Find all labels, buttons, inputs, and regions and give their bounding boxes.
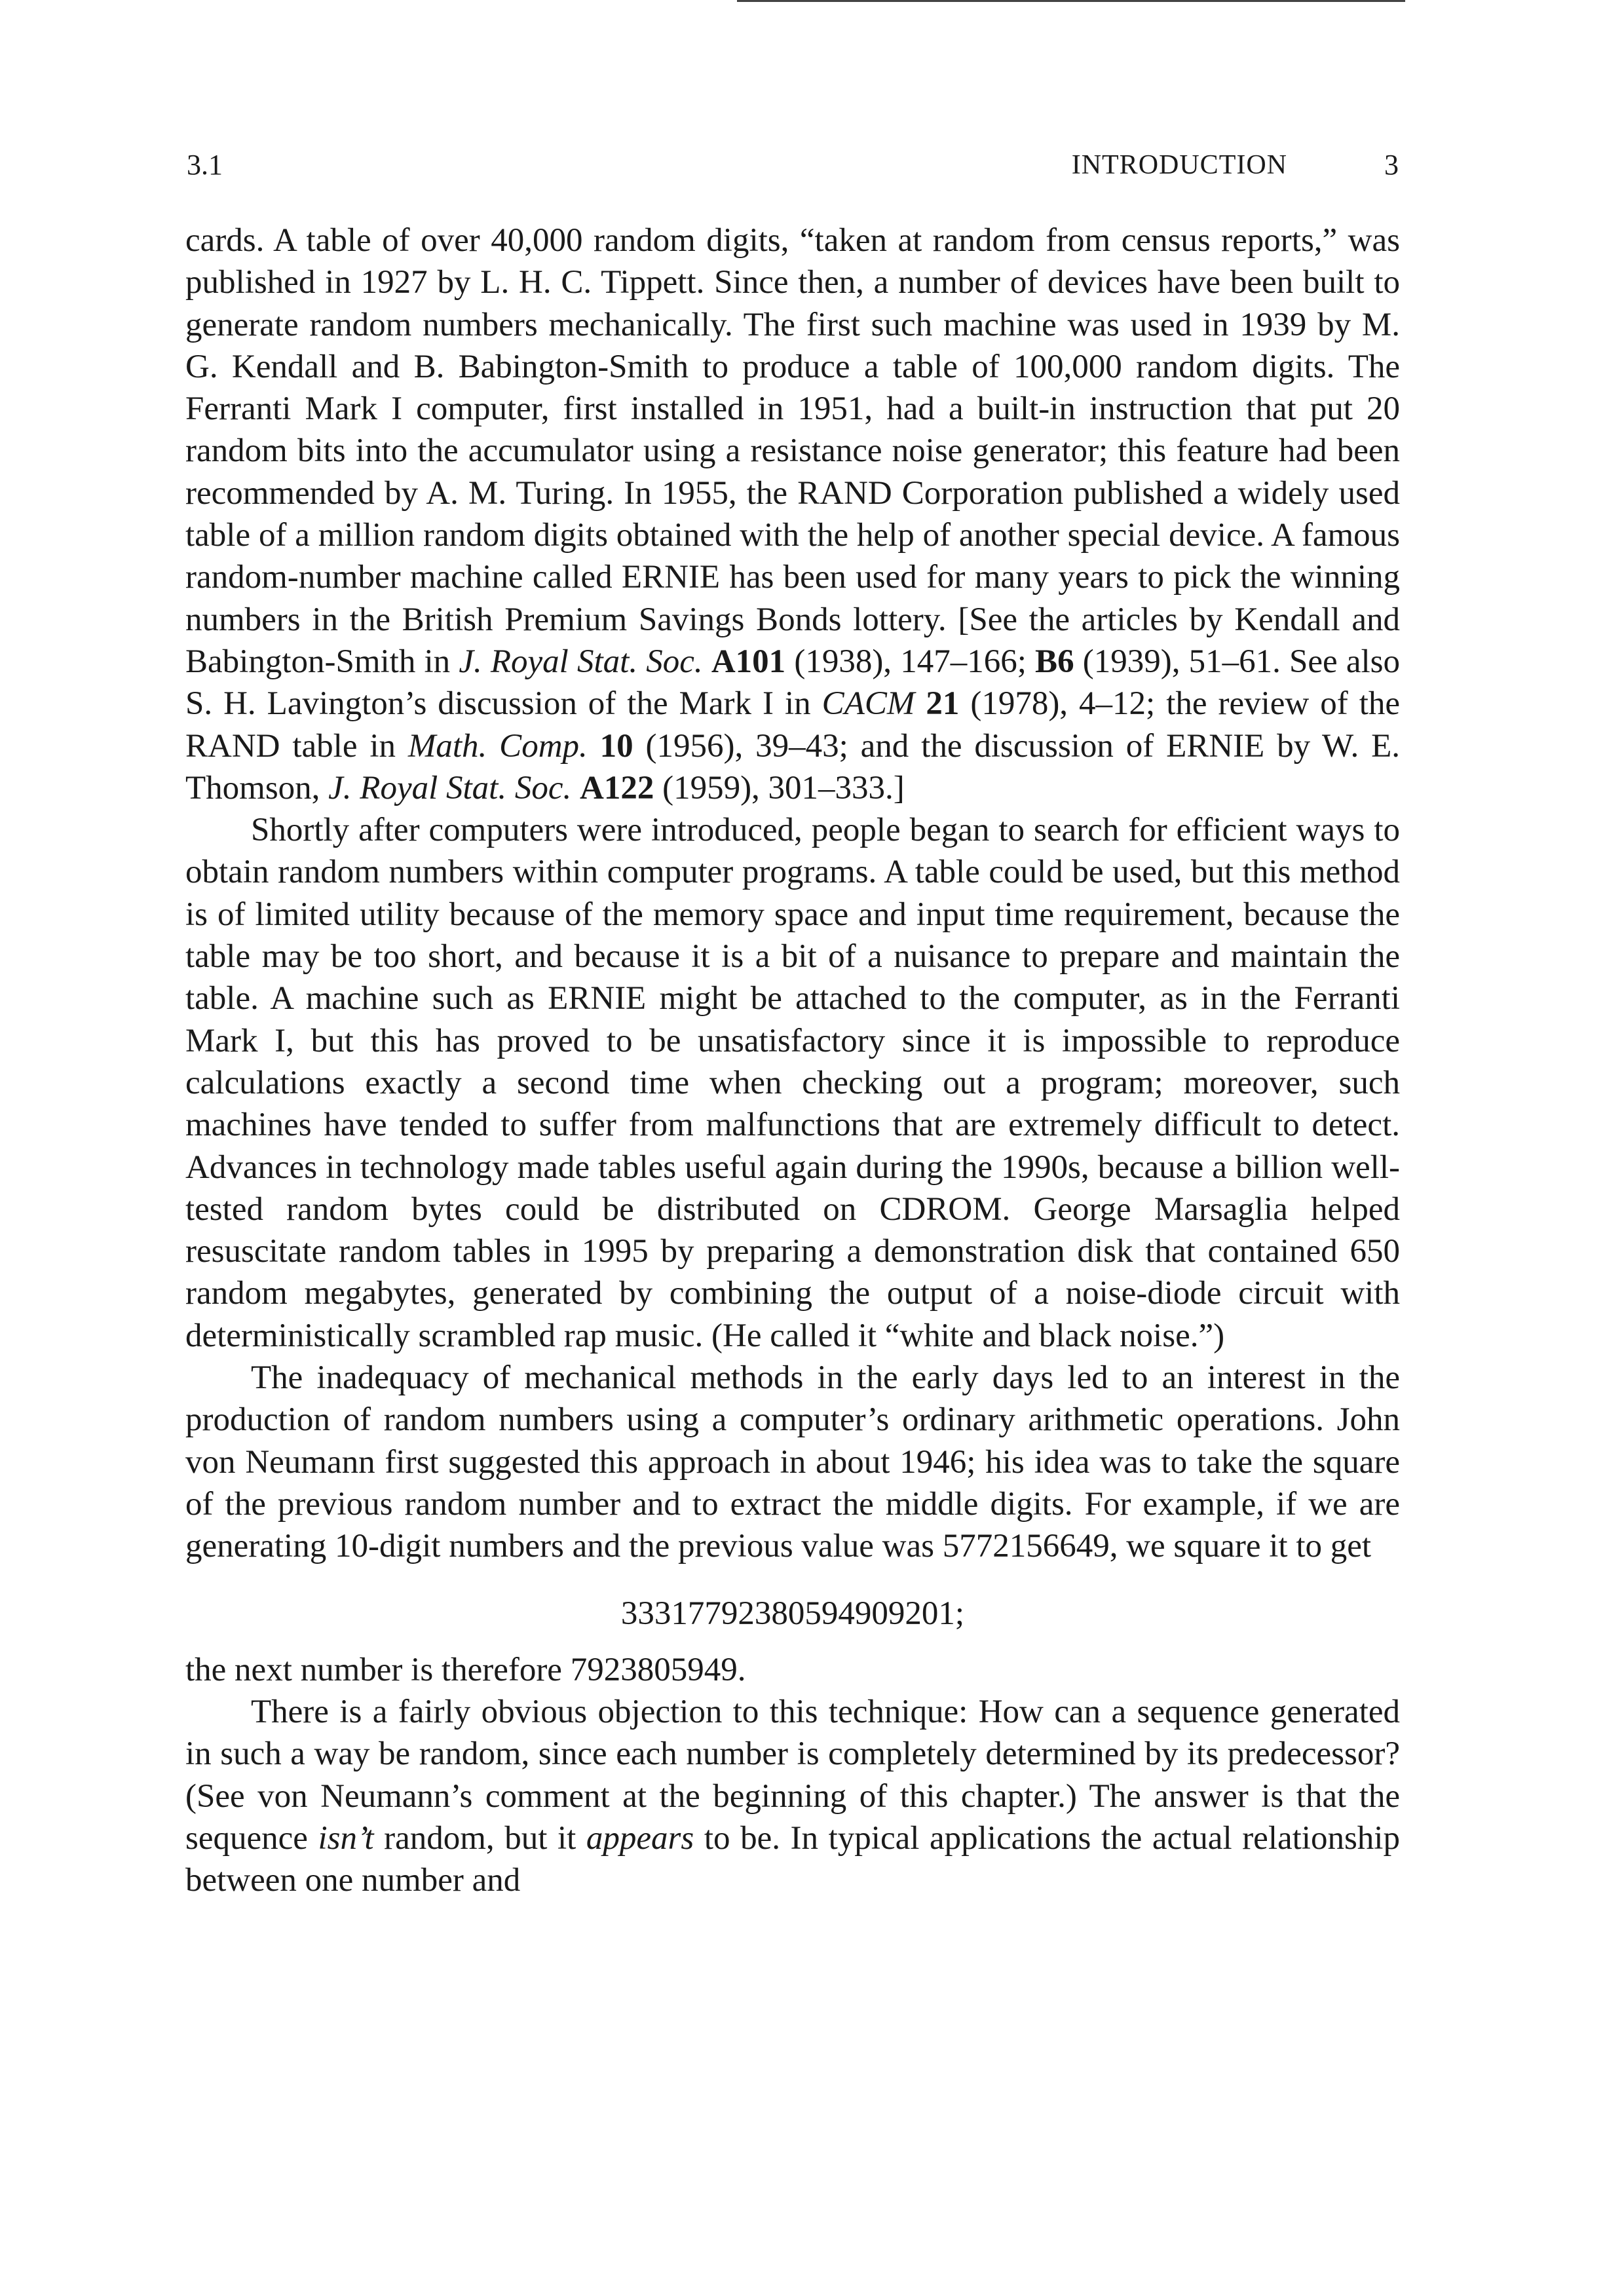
volume-number: A101 bbox=[711, 643, 786, 680]
text-run: to be. In typical applications the actual relationship between one number and bbox=[185, 1819, 1400, 1899]
volume-number: 21 bbox=[926, 685, 960, 723]
text-run: (1959), 301–333.] bbox=[654, 769, 905, 806]
volume-number: 10 bbox=[599, 727, 633, 765]
running-title: INTRODUCTION bbox=[1071, 150, 1287, 180]
text-run: random, but it bbox=[373, 1819, 586, 1857]
section-number: 3.1 bbox=[187, 149, 223, 181]
display-equation: 33317792380594909201; bbox=[620, 1595, 965, 1632]
text-run: (1978), 4–12; the review of the RAND table in bbox=[185, 685, 1401, 765]
journal-title: J. Royal Stat. Soc. bbox=[459, 643, 703, 680]
page-number: 3 bbox=[1384, 149, 1399, 181]
journal-title: J. Royal Stat. Soc. bbox=[328, 769, 572, 806]
paragraph-history bbox=[185, 219, 1400, 809]
paragraph-next-number: the next number is therefore 7923805949. bbox=[185, 1651, 746, 1688]
text-run: cards. A table of over 40,000 random digits, “taken at random from census reports,” was published in 1927 by L. H. C. Tippett. Since then, a number of devices have been built to generate random numbers mechanically. The first such machine was used in 1939 by M. G. Kendall and B. Babington-Smith to produce a table of 100,000 random digits. The Ferranti Mark I computer, first installed in 1951, had a built-in instruction that put 20 random bits into the accumulator using a resistance noise generator; this feature had been recommended by A. M. Turing. In 1955, the RAND Corporation published a widely used table of a million random digits obtained with the help of another special device. A famous random-number machine called ERNIE has been used for many years to pick the winning numbers in the British Premium Savings Bonds lottery. [See the articles by Kendall and Babington-Smith in bbox=[185, 222, 1400, 680]
running-header bbox=[187, 145, 1399, 185]
volume-number: A122 bbox=[580, 769, 654, 806]
text-run: (1939), 51–61. See also S. H. Lavington’s discussion of the Mark I in bbox=[185, 643, 1400, 723]
journal-title: Math. Comp. bbox=[407, 727, 588, 765]
text-run: (1938), 147–166; bbox=[785, 643, 1036, 680]
top-rule bbox=[737, 0, 1405, 2]
volume-number: B6 bbox=[1035, 643, 1074, 680]
journal-title: CACM bbox=[821, 685, 915, 723]
emphasis: isn’t bbox=[318, 1819, 374, 1857]
paragraph-computers: Shortly after computers were introduced, people began to search for efficient ways to obtain random numbers within computer programs. A table could be used, but this method is of limited utility because of the memory space and input time requirement, because the table may be too short, and because it is a bit of a nuisance to prepare and maintain the table. A machine such as ERNIE might be attached to the computer, as in the Ferranti Mark I, but this has proved to be unsatisfactory since it is impossible to reproduce calculations exactly a second time when checking out a program; moreover, such machines have tended to suffer from malfunctions that are extremely difficult to detect. Advances in technology made tables useful again during the 1990s, because a billion well-tested random bytes could be distributed on CDROM. George Marsaglia helped resuscitate random tables in 1995 by preparing a demonstration disk that contained 650 random megabytes, generated by combining the output of a noise-diode circuit with deterministically scrambled rap music. (He called it “white and black noise.”) bbox=[185, 812, 1400, 1354]
text-run: (1956), 39–43; and the discussion of ERNIE by W. E. Thomson, bbox=[185, 727, 1401, 806]
page-body bbox=[185, 219, 1400, 1902]
emphasis: appears bbox=[586, 1819, 694, 1857]
text-run: There is a fairly obvious objection to this technique: How can a sequence generated in such a way be random, since each number is completely determined by its predecessor? (See von Neumann’s comment at the beginning of this chapter.) The answer is that the sequence bbox=[185, 1694, 1400, 1857]
paragraph-von-neumann: The inadequacy of mechanical methods in the early days led to an interest in the production of random numbers using a computer’s ordinary arithmetic operations. John von Neumann first suggested this approach in about 1946; his idea was to take the square of the previous random number and to extract the middle digits. For example, if we are generating 10-digit numbers and the previous value was 5772156649, we square it to get bbox=[185, 1359, 1400, 1565]
paragraph-objection bbox=[185, 1691, 1400, 1901]
